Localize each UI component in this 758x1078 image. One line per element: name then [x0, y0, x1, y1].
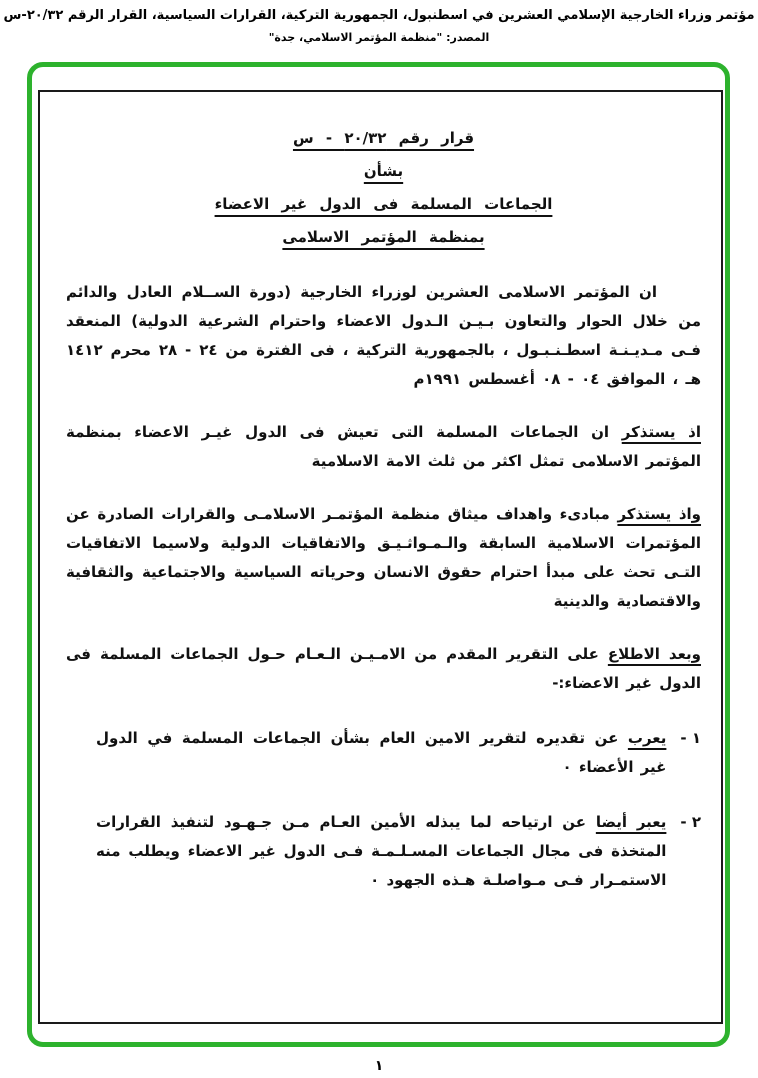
document-body: [66, 278, 701, 895]
green-frame: [27, 62, 730, 1047]
doc-paragraph: ان المؤتمر الاسلامى العشرين لوزراء الخارجية (دورة الســلام العادل والدائم من خلال الحوار والتعاون بـيـن الـدول الاعضاء واحترام الشرعية الدولية) المنعقد فـى مـديـنـة اسطـنـبـول ، بالجمهورية التركية ، فى الفترة من ٢٤ - ٢٨ محرم ١٤١٢ هـ ، الموافق ٠٤ - ٠٨ أغسطس ١٩٩١م: [66, 283, 701, 388]
item-text: يعرب عن تقديره لتقرير الامين العام بشأن الجماعات المسلمة في الدول غير الأعضاء ٠: [96, 729, 667, 776]
header-title: مؤتمر وزراء الخارجية الإسلامي العشرين في اسطنبول، الجمهورية التركية، القرارات السياسية، القرار الرقم ٢٠/٣٢-س: [3, 8, 755, 23]
doc-numbered-item: [66, 808, 701, 895]
item-number: ١ -: [680, 729, 701, 747]
paragraph-lead-underlined: واذ يستذكر: [617, 505, 702, 523]
doc-title-text: قرار رقم ٢٠/٣٢ - س: [292, 129, 475, 147]
item-text: يعبر أيضا عن ارتياحه لما يبذله الأمين العـام مـن جـهـود لتنفيذ القرارات المتخذة فى مجال الجماعات المسـلـمـة فـى الدول غير الاعضاء ويطلب منه الاستمـرار فـى مـواصلـة هـذه الجهود ٠: [96, 813, 667, 889]
doc-title-line: [66, 188, 701, 221]
page-header: [0, 8, 758, 44]
document-title-block: [66, 122, 701, 254]
document-page: [38, 90, 723, 1024]
doc-paragraph: واذ يستذكر مبادىء واهداف ميثاق منظمة المؤتمـر الاسلامـى والقرارات الصادرة عن المؤتمرات الاسلامية السابقة والـمـواثـيـق والاتفاقيات الدولية ولاسيما الاتفاقيات التـى تحث على مبدأ احترام حقوق الانسان وحرياته السياسية والاجتماعية والثقافية والاقتصادية والدينية: [66, 505, 702, 610]
doc-title-text: بشأن: [363, 162, 404, 180]
doc-title-line: [66, 122, 701, 155]
doc-paragraph: وبعد الاطلاع على التقرير المقدم من الامـيـن الـعـام حـول الجماعات المسلمة فى الدول غير الاعضاء:-: [66, 645, 701, 692]
doc-paragraph: اذ يستذكر ان الجماعات المسلمة التى تعيش فى الدول غيـر الاعضاء بمنظمة المؤتمر الاسلامى تمثل اكثر من ثلث الامة الاسلامية: [66, 423, 701, 470]
doc-title-text: بمنظمة المؤتمر الاسلامى: [282, 228, 485, 246]
doc-title-line: [66, 221, 701, 254]
page-number: ١: [374, 1058, 384, 1074]
item-lead-underlined: يعبر أيضا: [595, 813, 667, 831]
item-lead-underlined: يعرب: [627, 729, 667, 747]
header-source: المصدر: "منظمة المؤتمر الاسلامي، جدة": [268, 31, 490, 44]
item-number: ٢ -: [680, 813, 701, 831]
doc-title-line: [66, 155, 701, 188]
paragraph-lead-underlined: وبعد الاطلاع: [607, 645, 701, 663]
doc-title-text: الجماعات المسلمة فى الدول غير الاعضاء: [214, 195, 553, 213]
paragraph-lead-underlined: اذ يستذكر: [621, 423, 701, 441]
doc-numbered-item: [66, 724, 701, 782]
